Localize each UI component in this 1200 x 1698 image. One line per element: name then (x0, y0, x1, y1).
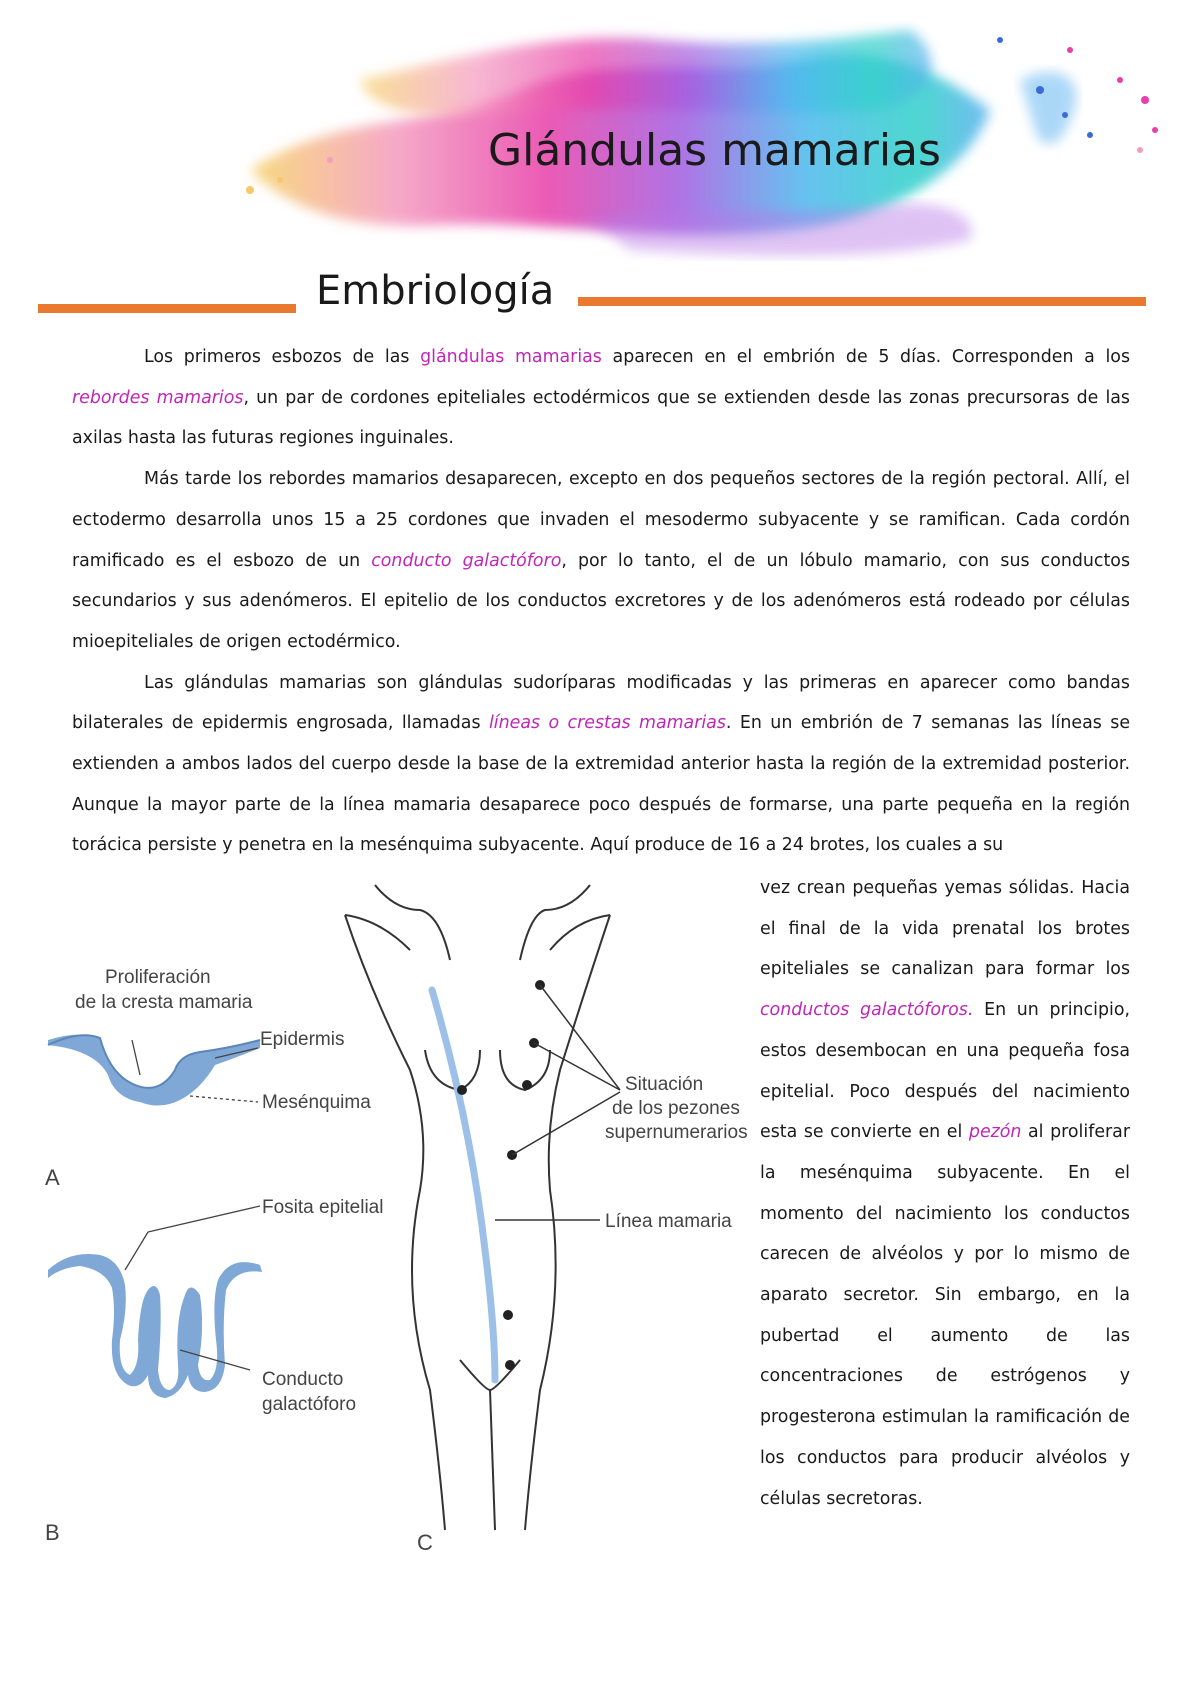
label-conducto-2: galactóforo (262, 1394, 357, 1415)
highlight-pezon: pezón (968, 1122, 1022, 1143)
panel-label-a: A (45, 1165, 60, 1190)
highlight-conducto-galactoforo: conducto galactóforo (371, 550, 562, 571)
text-run: Los primeros esbozos de las (144, 347, 421, 367)
label-proliferacion-2: de la cresta mamaria (75, 992, 253, 1013)
body-outline (375, 885, 450, 960)
highlight-glandulas-mamarias: glándulas mamarias (420, 347, 602, 367)
label-proliferacion-1: Proliferación (105, 967, 211, 988)
mammary-line (432, 990, 495, 1380)
text-run: al proliferar la mesénquima subyacente. En el momento del nacimiento los conductos carecen de alvéolos y por lo mismo de aparato secretor. Sin embargo, en la pubertad el aumento de las concentraciones de estrógenos y progesterona estimulan la ramificación de los conductos para producir alvéolos y células secretoras. (760, 1122, 1130, 1509)
document-title: Glándulas mamarias (488, 125, 941, 176)
section-rule-right (578, 297, 1146, 306)
text-run: Más tarde los rebordes mamarios desaparecen, excepto en dos pequeños sectores de la región pectoral. Allí, el ectodermo desarrolla unos 15 a 25 cordones que invaden el mesodermo subyacente y se ramifican. Cada cordón ramificado es el esbozo de un (72, 469, 1130, 571)
embryology-figure (40, 870, 750, 1560)
nipple-dot (457, 1085, 467, 1095)
leader-line (540, 985, 620, 1090)
panel-a (45, 967, 371, 1190)
leaders-c (495, 985, 620, 1220)
label-linea-mamaria: Línea mamaria (605, 1211, 732, 1232)
leader-line (132, 1040, 140, 1075)
text-run: , por lo tanto, el de un lóbulo mamario, con sus conductos secundarios y sus adenómeros. El epitelio de los conductos excretores y de los adenómeros está rodeado por células mioepiteliales de origen ectodérmico. (72, 550, 1130, 652)
leader-line (125, 1232, 148, 1270)
paragraph-3-continuation (760, 868, 1130, 1519)
leader-line (512, 1092, 620, 1155)
panel-label-c: C (417, 1530, 433, 1555)
label-mesenquima: Mesénquima (262, 1092, 371, 1113)
leader-line (148, 1206, 260, 1232)
ducts-shape (48, 1254, 262, 1398)
text-run: , un par de cordones epiteliales ectodérmicos que se extienden desde las zonas precursoras de las axilas hasta las futuras regiones inguinales. (72, 387, 1130, 449)
crest-proliferation-shape (48, 1034, 260, 1105)
nipple-dots (457, 980, 545, 1370)
paragraph-1 (72, 337, 1130, 459)
nipple-dot (503, 1310, 513, 1320)
text-run: En un principio, estos desembocan en una pequeña fosa epitelial. Poco después del nacimiento esta se convierte en el (760, 1000, 1130, 1143)
nipple-dot (522, 1080, 532, 1090)
label-fosita: Fosita epitelial (262, 1197, 384, 1218)
text-run: aparecen en el embrión de 5 días. Corresponden a los (601, 347, 1130, 367)
body-outline (525, 915, 610, 1530)
highlight-conductos-galactoforos: conductos galactóforos. (760, 1000, 974, 1021)
label-conducto-1: Conducto (262, 1369, 344, 1390)
label-epidermis: Epidermis (260, 1029, 345, 1050)
panel-label-b: B (45, 1520, 60, 1545)
highlight-lineas-crestas-mamarias: líneas o crestas mamarias (488, 713, 726, 734)
text-run: vez crean pequeñas yemas sólidas. Hacia el final de la vida prenatal los brotes epiteliales se canalizan para formar los (760, 878, 1130, 980)
text-run: . En un embrión de 7 semanas las líneas se extienden a ambos lados del cuerpo desde la base de la extremidad anterior hasta la región de la extremidad posterior. Aunque la mayor parte de la línea mamaria desaparece poco después de formarse, una parte pequeña en la región torácica persiste y penetra en la mesénquima subyacente. Aquí produce de 16 a 24 brotes, los cuales a su (72, 713, 1131, 856)
paragraph-3 (72, 663, 1130, 867)
section-title: Embriología (316, 268, 555, 314)
paragraph-2 (72, 459, 1130, 663)
body-text (72, 337, 1130, 866)
nipple-dot (505, 1360, 515, 1370)
label-situacion-2: de los pezones (612, 1098, 740, 1119)
highlight-rebordes-mamarios: rebordes mamarios (72, 387, 244, 408)
panel-b (45, 1197, 383, 1545)
leader-line (190, 1096, 258, 1102)
text-run: Las glándulas mamarias son glándulas sudoríparas modificadas y las primeras en aparecer como bandas bilaterales de epidermis engrosada, llamadas (72, 672, 1130, 734)
body-outline (520, 885, 590, 960)
body-outline (345, 915, 445, 1530)
section-rule-left (38, 304, 296, 313)
label-situacion-3: supernumerarios (605, 1122, 748, 1143)
label-situacion-1: Situación (625, 1074, 704, 1095)
body-outline (490, 1390, 495, 1530)
